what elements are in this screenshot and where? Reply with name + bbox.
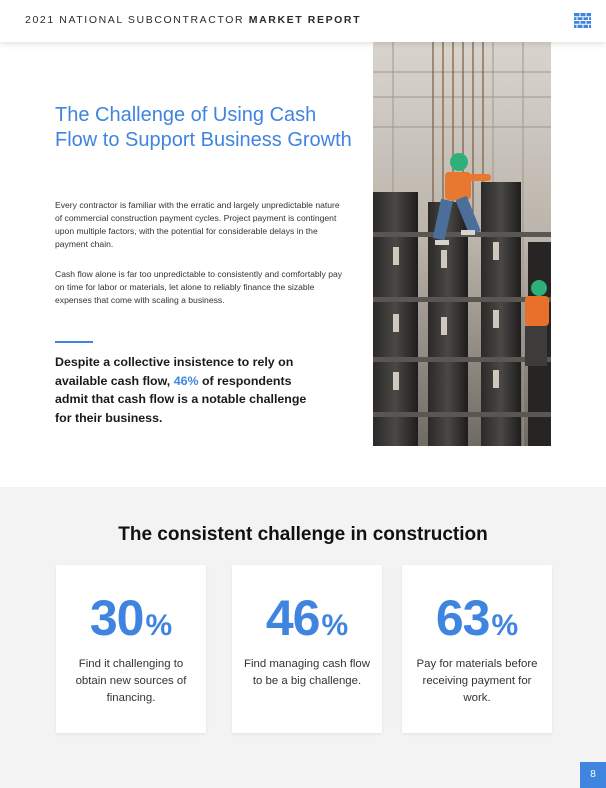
stat-description: Pay for materials before receiving payment for work. [416,658,538,704]
stat-number: 46 [265,590,320,646]
stats-title: The consistent challenge in construction [118,524,488,545]
stat-number: 30 [89,590,144,646]
stat-unit: % [145,609,173,642]
stat-card-financing [56,565,206,733]
stat-value [402,589,552,647]
stat-value [232,589,382,647]
intro-paragraph-2: Cash flow alone is far too unpredictable to consistently and comfortably pay on time for labor or materials, let alone to reliably finance the sizable expenses that come with scaling a business. [55,269,343,305]
callout-text-before: Despite a collective insistence to rely on available cash flow, [55,355,294,388]
stat-unit: % [321,609,349,642]
report-title-prefix: 2021 NATIONAL SUBCONTRACTOR [25,14,245,26]
intro-paragraph-1: Every contractor is familiar with the erratic and largely unpredictable nature of commercial construction payment cycles. Project payment is contingent upon multiple factors, with the potential for considerable delays in the payment chain. [55,200,340,249]
stat-card-materials [402,565,552,733]
stat-unit: % [491,609,519,642]
stat-description: Find it challenging to obtain new sources of financing. [75,658,187,704]
page-header [0,0,606,42]
stat-card-cash-flow [232,565,382,733]
report-title-bold: MARKET REPORT [248,14,362,26]
stat-value [56,589,206,647]
page-number: 8 [580,762,606,788]
stat-number: 63 [435,590,490,646]
report-title [25,14,361,26]
construction-workers-photo [373,42,551,446]
construction-scene-illustration [373,42,551,446]
callout-highlight: 46% [173,373,199,388]
section-heading: The Challenge of Using Cash Flow to Support Business Growth [55,104,352,151]
brick-wall-icon [574,13,591,28]
callout-statement [55,353,325,427]
callout-text-after: of respondents admit that cash flow is a notable challenge for their business. [55,373,307,425]
stat-description: Find managing cash flow to be a big challenge. [244,658,370,687]
accent-divider [55,341,93,343]
